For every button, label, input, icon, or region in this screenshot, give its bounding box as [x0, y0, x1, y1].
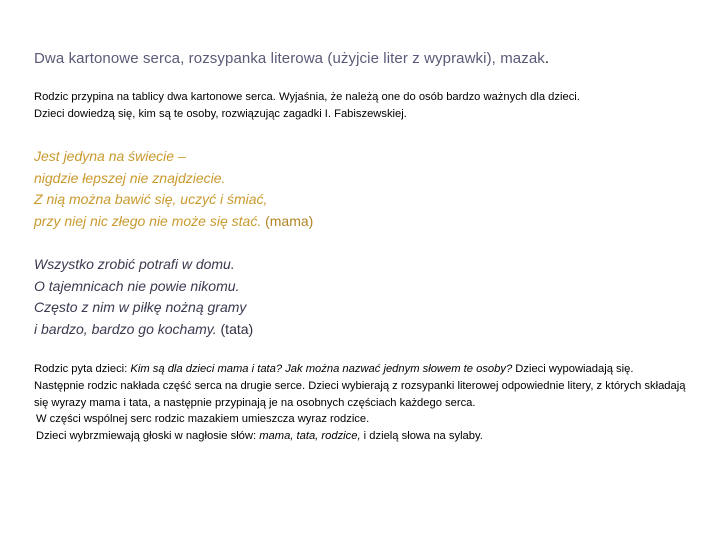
intro-line-2: Dzieci dowiedzą się, kim są te osoby, rozwiązując zagadki I. Fabiszewskiej.: [34, 108, 407, 120]
riddle-mama-line-3: Z nią można bawić się, uczyć i śmiać,: [34, 191, 268, 207]
syllables-lead: Dzieci wybrzmiewają głoski w nagłosie słów:: [36, 430, 260, 443]
riddle-mama-line-1: Jest jedyna na świecie –: [34, 148, 186, 164]
riddle-tata-line-4: i bardzo, bardzo go kochamy.: [34, 320, 217, 337]
materials-heading-period: .: [544, 50, 550, 67]
riddle-mama-line-2: nigdzie łepszej nie znajdziecie.: [34, 169, 226, 186]
riddle-tata-line-1: Wszystko zrobić potrafi w domu.: [34, 256, 235, 272]
riddle-tata-answer: (tata): [220, 320, 254, 337]
closing-paragraph-common: W części wspólnej serc rodzic mazakiem umieszcza wyraz rodzice.: [36, 413, 370, 426]
riddle-mama-line-4: przy niej nic złego nie może się stać.: [34, 212, 262, 229]
closing-paragraph-hearts: Następnie rodzic nakłada część serca na drugie serce. Dzieci wybierają z rozsypanki literowej odpowiednie litery, z których składają się wyrazy mama i tata, a następnie przypinają je na osobnych częściach każdego serca.: [34, 379, 686, 409]
intro-line-1: Rodzic przypina na tablicy dwa kartonowe serca. Wyjaśnia, że należą one do osób bardzo ważnych dla dzieci.: [34, 91, 580, 103]
closing-section: [34, 361, 694, 445]
closing-paragraph-syllables: [34, 428, 694, 445]
question-tail: Dzieci wypowiadają się.: [512, 363, 634, 375]
syllables-tail: i dzielą słowa na sylaby.: [360, 430, 483, 443]
question-lead: Rodzic pyta dzieci:: [34, 363, 131, 375]
riddle-tata-line-2: O tajemnicach nie powie nikomu.: [34, 277, 240, 294]
riddle-tata-line-3: Często z nim w piłkę nożną gramy: [34, 299, 247, 315]
materials-heading: [34, 50, 694, 67]
closing-paragraph-question: [34, 361, 694, 378]
intro-paragraph: [34, 89, 694, 123]
question-italic: Kim są dla dzieci mama i tata? Jak można nazwać jednym słowem te osoby?: [130, 363, 513, 375]
riddle-mama-answer: (mama): [265, 212, 314, 229]
materials-heading-text: Dwa kartonowe serca, rozsypanka literowa (użyjcie liter z wyprawki), mazak: [34, 50, 545, 67]
riddle-mama: [34, 146, 694, 232]
syllables-italic: mama, tata, rodzice,: [259, 430, 361, 443]
riddle-tata: [34, 254, 694, 340]
